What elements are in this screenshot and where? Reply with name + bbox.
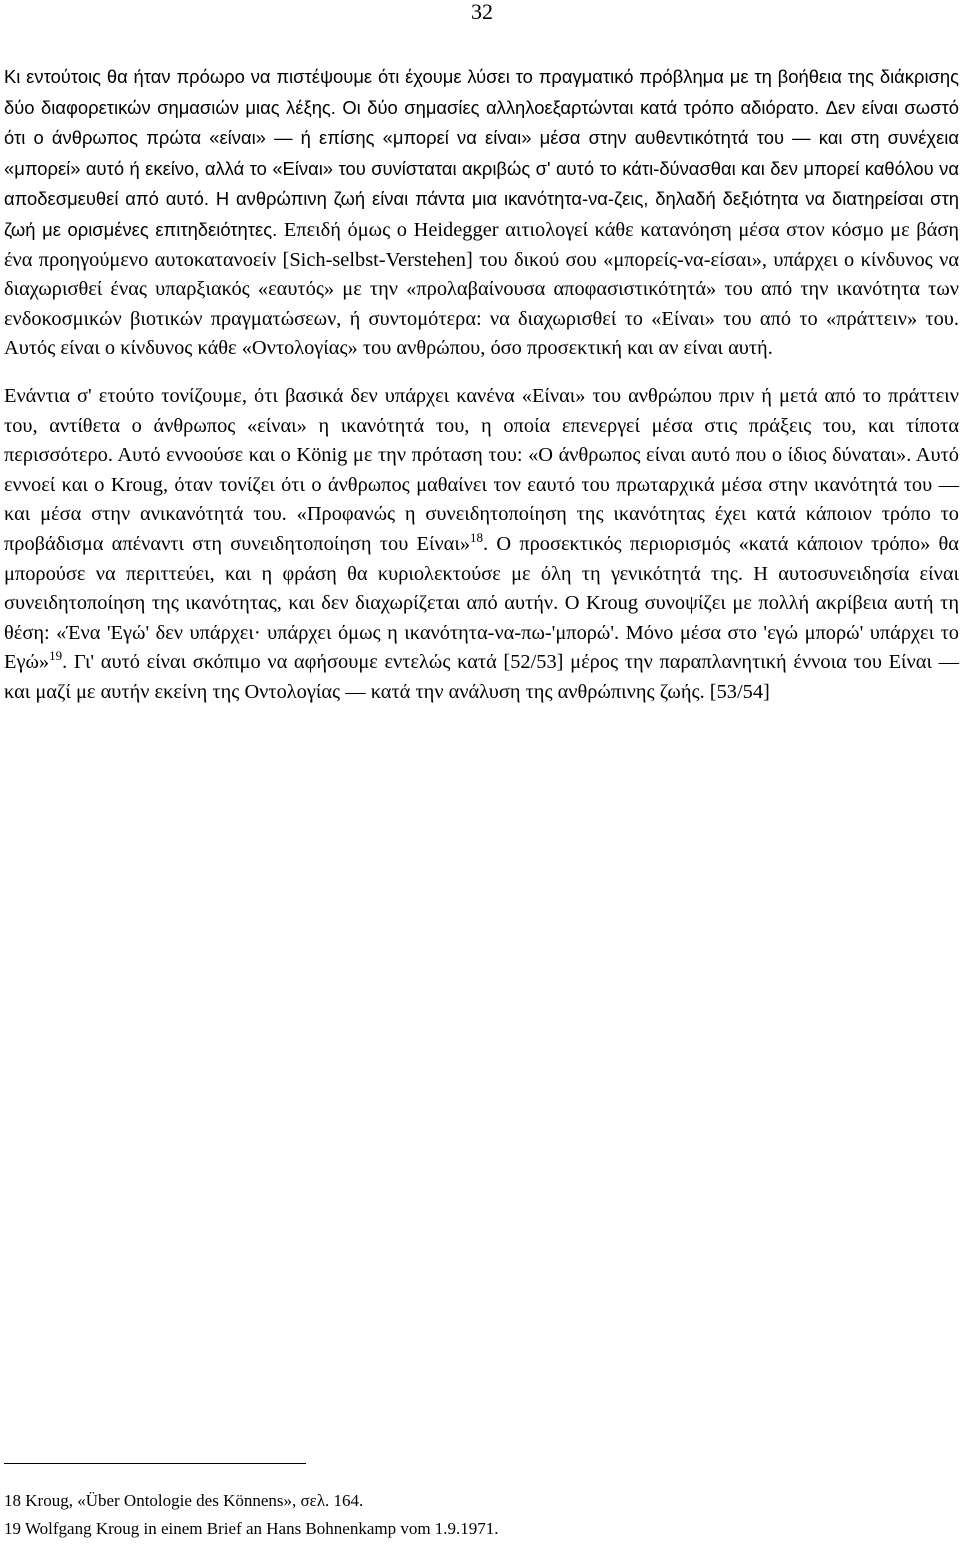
paragraph-1-sentence-2: Δεν είναι σωστό ότι ο άνθρωπος πρώτα «είναι» — ή επίσης «μπορεί να είναι» μέσα στην αυθεντικότητά του — και στη συνέχεια «μπορεί» αυτό ή εκείνο, αλλά το «Είναι» του συνίσταται ακριβώς σ' αυτό το κάτι-δύνασθαι και δεν μπορεί καθόλου να αποδεσμευθεί από αυτό. Η ανθρώπινη ζωή είναι πάντα μια ικανότητα-να-ζεις, δηλαδή δεξιότητα να διατηρείσαι στη ζωή με ορισμένες επιτηδειότητες. [4,96,959,240]
footnote-text: Kroug, «Über Ontologie des Könnens», σελ. 164. [25,1491,364,1510]
footnote-19 [4,1515,904,1543]
paragraph-2-sentence-2: Αυτό εννοούσε και ο König με την πρόταση του: «Ο άνθρωπος είναι αυτό που ο ίδιος δύναται». Αυτό εννοεί και ο Kroug, όταν τονίζει ότι ο άνθρωπος μαθαίνει τον εαυτό του πρωταρχικά μέσα στην ικανότητά του — και μέσα στην ανικανότητά του. «Προφανώς η συνειδητοποίηση της ικανότητας έχει κατά κάποιον τρόπο το προβάδισμα απέναντι στη συνειδητοποίηση του Είναι» [4,444,959,555]
paragraph-2-sentence-1: Ενάντια σ' ετούτο τονίζουμε, ότι βασικά δεν υπάρχει κανένα «Είναι» του ανθρώπου πριν ή μετά από το πράττειν του, αντίθετα ο άνθρωπος «είναι» η ικανότητά του, η οποία επενεργεί μέσα στις πράξεις του, και τίποτα περισσότερο. [4,384,959,467]
footnote-separator [4,1463,306,1464]
footnote-number: 19 [4,1519,21,1538]
footnote-text: Wolfgang Kroug in einem Brief an Hans Bohnenkamp vom 1.9.1971. [24,1519,499,1538]
paragraph-2 [4,382,959,708]
main-text [4,62,959,725]
page-number: 32 [471,0,493,24]
footnote-18 [4,1487,904,1515]
footnotes [4,1487,904,1543]
footnote-ref-18[interactable]: 18 [470,530,484,546]
paragraph-1-sentence-4: Αυτός είναι ο κίνδυνος κάθε «Οντολογίας» του ανθρώπου, όσο προσεκτική και αν είναι αυτή. [4,337,773,360]
paragraph-1-sentence-3: Επειδή όμως ο Heidegger αιτιολογεί κάθε κατανόηση μέσα στον κόσμο με βάση ένα προηγούμενο αυτοκατανοείν [Sich-selbst-Verstehen] του δικού σου «μπορείς-να-είσαι», υπάρχει ο κίνδυνος να διαχωρισθεί ένας υπαρξιακός «εαυτός» με την «προλαβαίνουσα αποφασιστικότητά» του από την ικανότητα των ενδοκοσμικών βιοτικών πραγματώσεων, ή συντομότερα: να διαχωρισθεί το «Είναι» του από το «πράττειν» του. [4,218,959,330]
footnote-ref-19[interactable]: 19 [49,648,63,664]
paragraph-1-sentence-1: Κι εντούτοις θα ήταν πρόωρο να πιστέψουμε ότι έχουμε λύσει το πραγματικό πρόβλημα με τη βοήθεια της διάκρισης δύο διαφορετικών σημασιών μιας λέξης. Οι δύο σημασίες αλληλοεξαρτώνται κατά τρόπο αδιόρατο. [4,66,959,118]
paragraph-2-sentence-3: . Ο προσεκτικός περιορισμός «κατά κάποιον τρόπο» θα μπορούσε να περιττεύει, και η φράση θα κυριολεκτούσε με όλη τη γενικότητά της. Η αυτοσυνειδησία είναι συνειδητοποίηση της ικανότητας, και δεν διαχωρίζεται από αυτήν. Ο Kroug συνοψίζει με πολλή ακρίβεια αυτή τη θέση: «Ένα 'Εγώ' δεν υπάρχει· υπάρχει όμως η ικανότητα-να-πω-'μπορώ'. Μόνο μέσα στο 'εγώ μπορώ' υπάρχει το Εγώ» [4,532,959,674]
paragraph-1 [4,62,959,364]
paragraph-2-sentence-4: . Γι' αυτό είναι σκόπιμο να αφήσουμε εντελώς κατά [52/53] μέρος την παραπλανητική έννοια του Είναι — και μαζί με αυτήν εκείνη της Οντολογίας — κατά την ανάλυση της ανθρώπινης ζωής. [53/54] [4,651,959,703]
footnote-number: 18 [4,1491,21,1510]
